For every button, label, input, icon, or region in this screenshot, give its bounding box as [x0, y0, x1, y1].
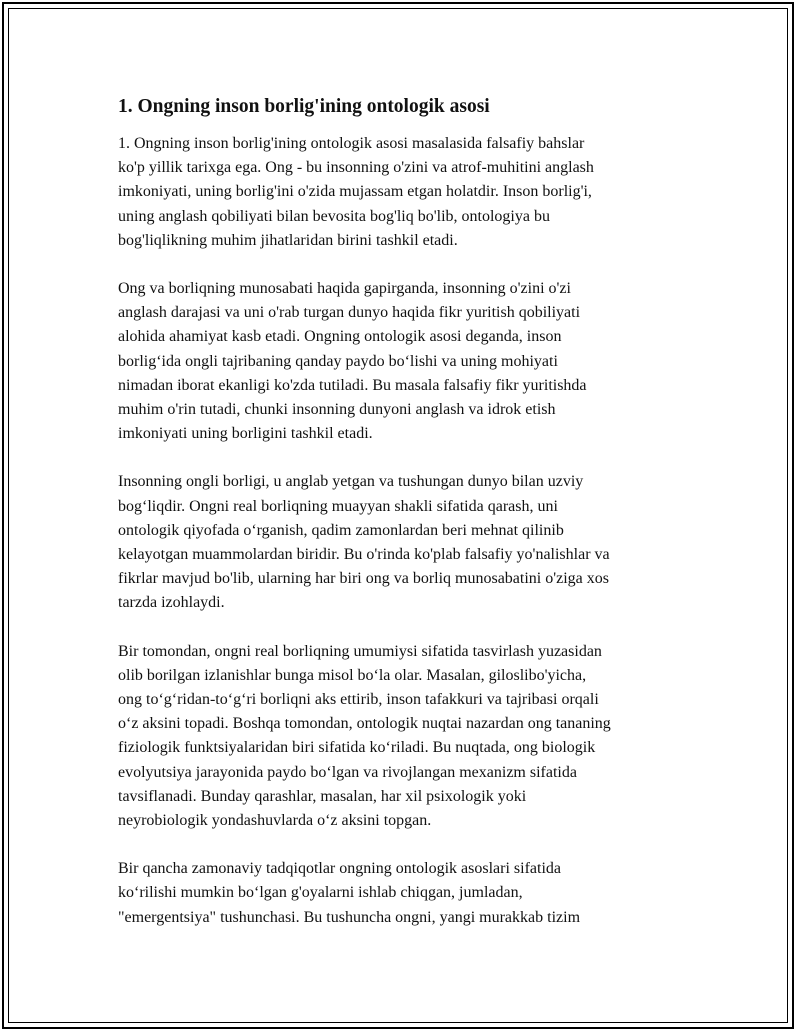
- paragraph-5: Bir qancha zamonaviy tadqiqotlar ongning ontologik asoslari sifatida ko‘rilishi mumkin bo‘lgan g'oyalarni ishlab chiqgan, jumladan, "emergentsiya" tushunchasi. Bu tushuncha ongni, yangi murakkab tizim: [118, 860, 581, 926]
- paragraph-2: Ong va borliqning munosabati haqida gapirganda, insonning o'zini o'zi anglash darajasi va uni o'rab turgan dunyo haqida fikr yuritish qobiliyati alohida ahamiyat kasb etadi. Ongning ontologik asosi deganda, inson borlig‘ida ongli tajribaning qanday paydo bo‘lishi va uning mohiyati nimadan iborat ekanligi ko'zda tutiladi. Bu masala falsafiy fikr yuritishda muhim o'rin tutadi, chunki insonning dunyoni anglash va idrok etish imkoniyati uning borligini tashkil etadi.: [118, 280, 587, 443]
- document-heading: 1. Ongning inson borlig'ining ontologik asosi: [118, 96, 490, 117]
- paragraph-3: Insonning ongli borligi, u anglab yetgan va tushungan dunyo bilan uzviy bog‘liqdir. Ongni real borliqning muayyan shakli sifatida qarash, uni ontologik qiyofada o‘rganish, qadim zamonlardan beri mehnat qilinib kelayotgan muammolardan biridir. Bu o'rinda ko'plab falsafiy yo'nalishlar va fikrlar mavjud bo'lib, ularning har biri ong va borliq munosabatini o'ziga xos tarzda izohlaydi.: [118, 473, 610, 612]
- paragraph-4: Bir tomondan, ongni real borliqning umumiysi sifatida tasvirlash yuzasidan olib borilgan izlanishlar bunga misol bo‘la olar. Masalan, giloslibo'yicha, ong to‘g‘ridan-to‘g‘ri borliqni aks ettirib, inson tafakkuri va tajribasi orqali o‘z aksini topadi. Boshqa tomondan, ontologik nuqtai nazardan ong tananing fiziologik funktsiyalaridan biri sifatida ko‘riladi. Bu nuqtada, ong biologik evolyutsiya jarayonida paydo bo‘lgan va rivojlangan mexanizm sifatida tavsiflanadi. Bunday qarashlar, masalan, har xil psixologik yoki neyrobiologik yondashuvlarda o‘z aksini topgan.: [118, 642, 611, 830]
- paragraph-1: 1. Ongning inson borlig'ining ontologik asosi masalasida falsafiy bahslar ko'p yillik tarixga ega. Ong - bu insonning o'zini va atrof-muhitini anglash imkoniyati, uning borlig'ini o'zida mujassam etgan holatdir. Inson borlig'i, uning anglash qobiliyati bilan bevosita bog'liq bo'lib, ontologiya bu bog'liqlikning muhim jihatlaridan birini tashkil etadi.: [118, 135, 594, 249]
- document-body: [118, 94, 686, 954]
